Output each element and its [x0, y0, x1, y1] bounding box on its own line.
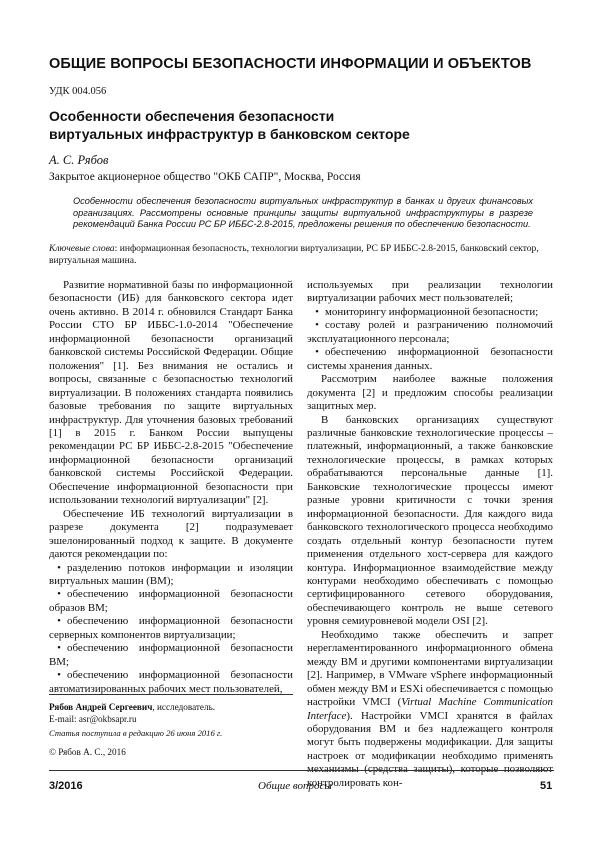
- keywords-text: информационная безопасность, технологии виртуализации, РС БР ИББС-2.8-2015, банковский сектор, виртуальная машина.: [49, 243, 539, 266]
- bullet-item: • составу ролей и разграничению полномочий эксплуатационного персонала;: [307, 319, 553, 345]
- keywords-label: Ключевые слова: [49, 243, 115, 254]
- footnote-divider: [49, 694, 293, 695]
- left-column: [49, 279, 293, 696]
- bullet-icon: •: [57, 615, 61, 628]
- bullet-item: • обеспечению информационной безопасности системы хранения данных.: [307, 346, 553, 372]
- copyright: © Рябов А. С., 2016: [49, 747, 126, 757]
- bullet-item: • разделению потоков информации и изоляции виртуальных машин (ВМ);: [49, 561, 293, 587]
- right-column: [307, 279, 553, 790]
- footer-issue: 3/2016: [49, 780, 83, 792]
- author-full-name: Рябов Андрей Сергеевич: [49, 702, 153, 712]
- author-email: E-mail: asr@okbsapr.ru: [49, 714, 137, 725]
- bullet-item: • обеспечению информационной безопасности ВМ;: [49, 642, 293, 668]
- article-title: [49, 107, 519, 143]
- author-position: , исследователь.: [152, 702, 216, 712]
- keywords: [49, 243, 557, 267]
- paragraph: В банковских организациях существуют различные банковские технологические процессы – платежный, информационный, а также банковские технологические процессы, в рамках которых обрабатываются персональные данные [1]. Банковские технологические процессы имеют разные уровни критичности с точки зрения информационной безопасности. Для каждого вида банковского технологического процесса необходимо создать отдельный контур безопасности путем применения отдельного хост-сервера для каждого контура. Информационное взаимодействие между контурами необходимо обеспечивать с помощью сертифицированного сетевого оборудования, обеспечивающего контроль не выше сетевого уровня семиуровневой модели OSI [2].: [307, 413, 553, 628]
- bullet-item: • обеспечению информационной безопасности автоматизированных рабочих мест пользователей,: [49, 669, 293, 695]
- bullet-icon: •: [57, 588, 61, 601]
- footer-section: Общие вопросы: [258, 780, 332, 792]
- page-number: 51: [540, 780, 553, 792]
- received-date: Статья поступила в редакцию 26 июня 2016 г.: [49, 728, 223, 738]
- paragraph: Рассмотрим наиболее важные положения документа [2] и предложим способы реализации защитных мер.: [307, 373, 553, 413]
- bullet-icon: •: [57, 642, 61, 655]
- abstract: Особенности обеспечения безопасности виртуальных инфраструктур в банках и других финансовых организациях. Рассмотрены основные принципы защиты виртуальной инфраструктуры в разрезе рекомендаций Банка России РС БР ИББС-2.8-2015, предложены решения по обеспечению безопасности.: [73, 196, 533, 230]
- author-note: [49, 701, 293, 725]
- author-name: А. С. Рябов: [49, 153, 109, 167]
- paragraph: Обеспечение ИБ технологий виртуализации в разрезе документа [2] подразумевает эшелонированный подход к защите. В документе даются рекомендации по:: [49, 507, 293, 561]
- footer-divider: [49, 770, 554, 771]
- bullet-item: • мониторингу информационной безопасности;: [307, 306, 553, 319]
- bullet-icon: •: [315, 319, 319, 332]
- italic-term: Virtual Machine Communication Interface: [307, 696, 553, 722]
- bullet-icon: •: [57, 669, 61, 682]
- paragraph: Развитие нормативной базы по информационной безопасности (ИБ) для банковского сектора идет очень активно. В 2014 г. обновился Стандарт Банка России СТО БР ИББС-1.0-2014 "Обеспечение информационной безопасности организаций банковской системы Российской Федерации. Общие положения" [1]. Без внимания не остались и вопросы, связанные с безопасностью технологий виртуализации. В положениях стандарта появились базовые требования по защите виртуальных инфраструктур. Для уточнения базовых требований [1] в 2015 г. Банком России выпущены рекомендации РС БР ИББС-2.8-2015 "Обеспечение информационной безопасности организаций банковской системы Российской Федерации. Обеспечение информационной безопасности при использовании технологий виртуализации" [2].: [49, 279, 293, 507]
- section-title: ОБЩИЕ ВОПРОСЫ БЕЗОПАСНОСТИ ИНФОРМАЦИИ И ОБЪЕКТОВ: [49, 56, 532, 72]
- author-affiliation: Закрытое акционерное общество "ОКБ САПР", Москва, Россия: [49, 171, 361, 183]
- bullet-item: • обеспечению информационной безопасности образов ВМ;: [49, 588, 293, 614]
- bullet-item: • обеспечению информационной безопасности серверных компонентов виртуализации;: [49, 615, 293, 641]
- article-title-line-2: виртуальных инфраструктур в банковском секторе: [49, 126, 410, 142]
- article-title-line-1: Особенности обеспечения безопасности: [49, 108, 335, 124]
- bullet-icon: •: [315, 346, 319, 359]
- paragraph: Необходимо также обеспечить и запрет нерегламентированного информационного обмена между ВМ и другими компонентами виртуализации [2]. Например, в VMware vSphere информационный обмен между ВМ и ESXi обеспечивается с помощью настройки VMCI (Virtual Machine Communication Interface). Настройки VMCI хранятся в файлах оборудования ВМ и без надлежащего контроля могут быть подвержены модификации. Для защиты настроек от модификации необходимо применять механизмы (средства защиты), которые позволяют контролировать кон-: [307, 628, 553, 789]
- bullet-icon: •: [57, 561, 61, 574]
- bullet-icon: •: [315, 305, 319, 318]
- udk-code: УДК 004.056: [49, 86, 107, 97]
- paragraph: используемых при реализации технологии виртуализации рабочих мест пользователей;: [307, 279, 553, 305]
- keywords-colon: :: [114, 243, 120, 254]
